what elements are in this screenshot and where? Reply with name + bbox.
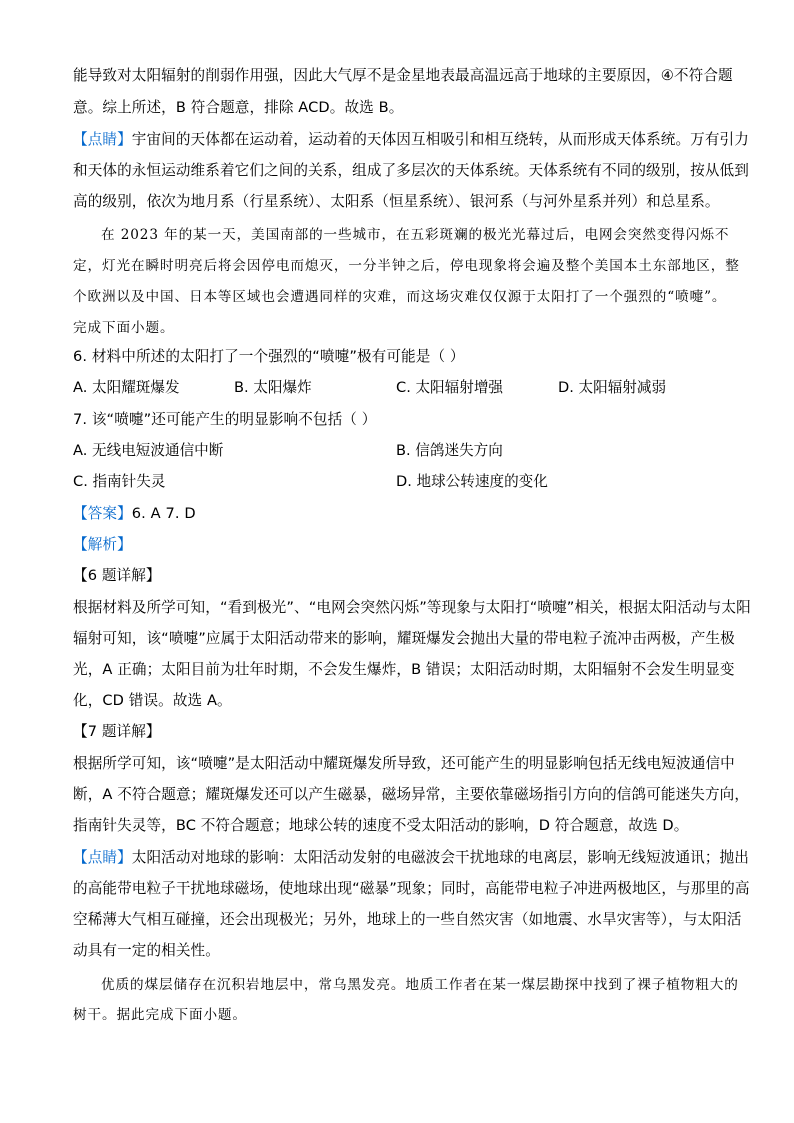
comment-tag: 【点睛】: [73, 849, 132, 866]
detail-7-line: 断，A 不符合题意；耀斑爆发还可以产生磁暴，磁场异常，主要依靠磁场指引方向的信鸽可能迷失方向，: [73, 786, 750, 803]
comment-line: 高的级别，依次为地月系（行星系统）、太阳系（恒星系统）、银河系（与河外星系并列）和总星系。: [73, 193, 720, 210]
comment-paragraph: [73, 848, 749, 868]
comment-paragraph: [73, 130, 749, 150]
material-line: 在 2023 年的某一天，美国南部的一些城市，在五彩斑斓的极光光幕过后，电网会突然变得闪烁不: [101, 227, 730, 243]
answer-line: [73, 504, 733, 524]
comment-text: 太阳活动对地球的影响：太阳活动发射的电磁波会干扰地球的电离层，影响无线短波通讯；抛出: [131, 849, 749, 866]
detail-6-line: 化，CD 错误。故选 A。: [73, 692, 232, 709]
q7-option-d: D. 地球公转速度的变化: [396, 473, 548, 490]
material-line: 树干。据此完成下面小题。: [73, 1007, 247, 1023]
q7-option-a: A. 无线电短波通信中断: [73, 442, 224, 459]
detail-7-line: 根据所学可知，该“喷嚏”是太阳活动中耀斑爆发所导致，还可能产生的明显影响包括无线电短波通信中: [73, 755, 735, 772]
material-line: 优质的煤层储存在沉积岩地层中，常乌黑发亮。地质工作者在某一煤层勘探中找到了裸子植物粗大的: [101, 977, 739, 993]
detail-6-line: 辐射可知，该“喷嚏”应属于太阳活动带来的影响，耀斑爆发会抛出大量的带电粒子流冲击两极，产生极: [73, 630, 735, 647]
q6-option-c: C. 太阳辐射增强: [396, 379, 504, 396]
analysis-line: 意。综上所述，B 符合题意，排除 ACD。故选 B。: [73, 99, 404, 116]
comment-line: 动具有一定的相关性。: [73, 942, 220, 959]
answer-text: 6. A 7. D: [131, 505, 196, 522]
answer-tag: 【答案】: [73, 505, 132, 522]
question-7-stem: 7. 该“喷嚏”还可能产生的明显影响不包括（ ）: [73, 411, 377, 428]
material-line: 定，灯光在瞬时明亮后将会因停电而熄灭，一分半钟之后，停电现象将会遍及整个美国本土东部地区，整: [73, 258, 740, 274]
q6-option-b: B. 太阳爆炸: [234, 379, 312, 396]
q7-option-c: C. 指南针失灵: [73, 473, 166, 490]
detail-6-line: 光，A 正确；太阳目前为壮年时期，不会发生爆炸，B 错误；太阳活动时期，太阳辐射不会发生明显变: [73, 661, 735, 678]
comment-line: 空稀薄大气相互碰撞，还会出现极光；另外，地球上的一些自然灾害（如地震、水旱灾害等），与太阳活: [73, 911, 742, 928]
q6-option-d: D. 太阳辐射减弱: [558, 379, 667, 396]
detail-7-tag: 【7 题详解】: [73, 723, 161, 740]
comment-line: 和天体的永恒运动维系着它们之间的关系，组成了多层次的天体系统。天体系统有不同的级别，按从低到: [73, 162, 749, 179]
analysis-line: 能导致对太阳辐射的削弱作用强，因此大气厚不是金星地表最高温远高于地球的主要原因，④不符合题: [73, 67, 733, 84]
material-line: 个欧洲以及中国、日本等区域也会遭遇同样的灾难，而这场灾难仅仅源于太阳打了一个强烈的“喷嚏”。: [73, 289, 727, 305]
analysis-tag: 【解析】: [73, 536, 132, 553]
q7-option-b: B. 信鸽迷失方向: [396, 442, 503, 459]
detail-6-tag: 【6 题详解】: [73, 567, 161, 584]
detail-7-line: 指南针失灵等，BC 不符合题意；地球公转的速度不受太阳活动的影响，D 符合题意，故选 D。: [73, 817, 689, 834]
detail-6-line: 根据材料及所学可知，“看到极光”、“电网会突然闪烁”等现象与太阳打“喷嚏”相关，根据太阳活动与太阳: [73, 599, 751, 616]
comment-line: 的高能带电粒子干扰地球磁场，使地球出现“磁暴”现象；同时，高能带电粒子冲进两极地区，与那里的高: [73, 880, 750, 897]
material-line: 完成下面小题。: [73, 320, 175, 336]
q6-option-a: A. 太阳耀斑爆发: [73, 379, 180, 396]
comment-text: 宇宙间的天体都在运动着，运动着的天体因互相吸引和相互绕转，从而形成天体系统。万有引力: [131, 131, 749, 148]
question-6-stem: 6. 材料中所述的太阳打了一个强烈的“喷嚏”极有可能是（ ）: [73, 348, 465, 365]
comment-tag: 【点睛】: [73, 131, 132, 148]
